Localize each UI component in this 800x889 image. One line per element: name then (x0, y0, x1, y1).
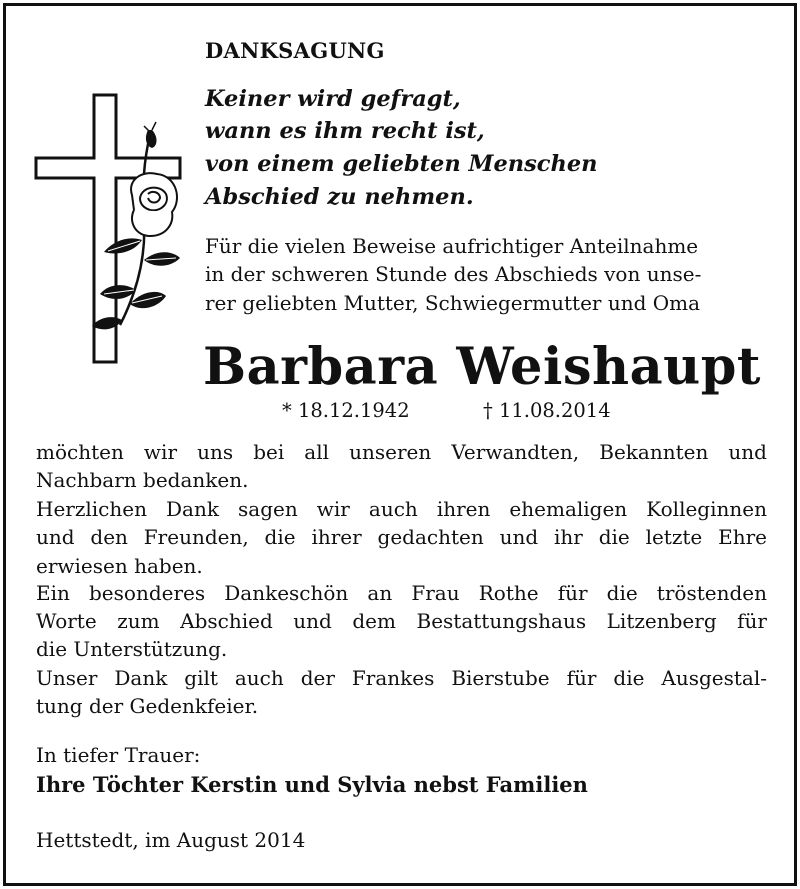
body-line: Ein besonderes Dankeschön an Frau Rothe für die tröstenden (36, 581, 767, 605)
birth-date: * 18.12.1942 (282, 399, 410, 422)
cross-with-rose-icon (32, 90, 212, 370)
deceased-name: Barbara Weishaupt (203, 337, 761, 397)
poem-line: Abschied zu nehmen. (205, 184, 474, 210)
intro-line: Für die vielen Beweise aufrichtiger Anteilnahme (205, 234, 699, 258)
body-line: Nachbarn bedanken. (36, 468, 249, 492)
poem-line: wann es ihm recht ist, (205, 118, 485, 144)
body-line: Unser Dank gilt auch der Frankes Bierstube für die Ausgestal- (36, 666, 767, 690)
body-line: Worte zum Abschied und dem Bestattungshaus Litzenberg für (36, 609, 767, 633)
intro-line: rer geliebten Mutter, Schwiegermutter und Oma (205, 291, 701, 315)
body-line: erwiesen haben. (36, 554, 203, 578)
body-line: Herzlichen Dank sagen wir auch ihren ehemaligen Kolleginnen (36, 497, 767, 521)
death-date: † 11.08.2014 (483, 399, 611, 422)
intro-line: in der schweren Stunde des Abschieds von unse- (205, 262, 702, 286)
poem-line: Keiner wird gefragt, (205, 86, 461, 112)
body-line: tung der Gedenkfeier. (36, 694, 259, 718)
signature: Ihre Töchter Kerstin und Sylvia nebst Familien (36, 772, 588, 797)
body-line: die Unterstützung. (36, 637, 228, 661)
body-line: und den Freunden, die ihrer gedachten und ihr die letzte Ehre (36, 525, 767, 549)
heading: DANKSAGUNG (205, 38, 385, 63)
mourning-line: In tiefer Trauer: (36, 743, 201, 767)
body-line: möchten wir uns bei all unseren Verwandten, Bekannten und (36, 440, 767, 464)
poem-line: von einem geliebten Menschen (205, 151, 598, 177)
place-date: Hettstedt, im August 2014 (36, 828, 306, 852)
